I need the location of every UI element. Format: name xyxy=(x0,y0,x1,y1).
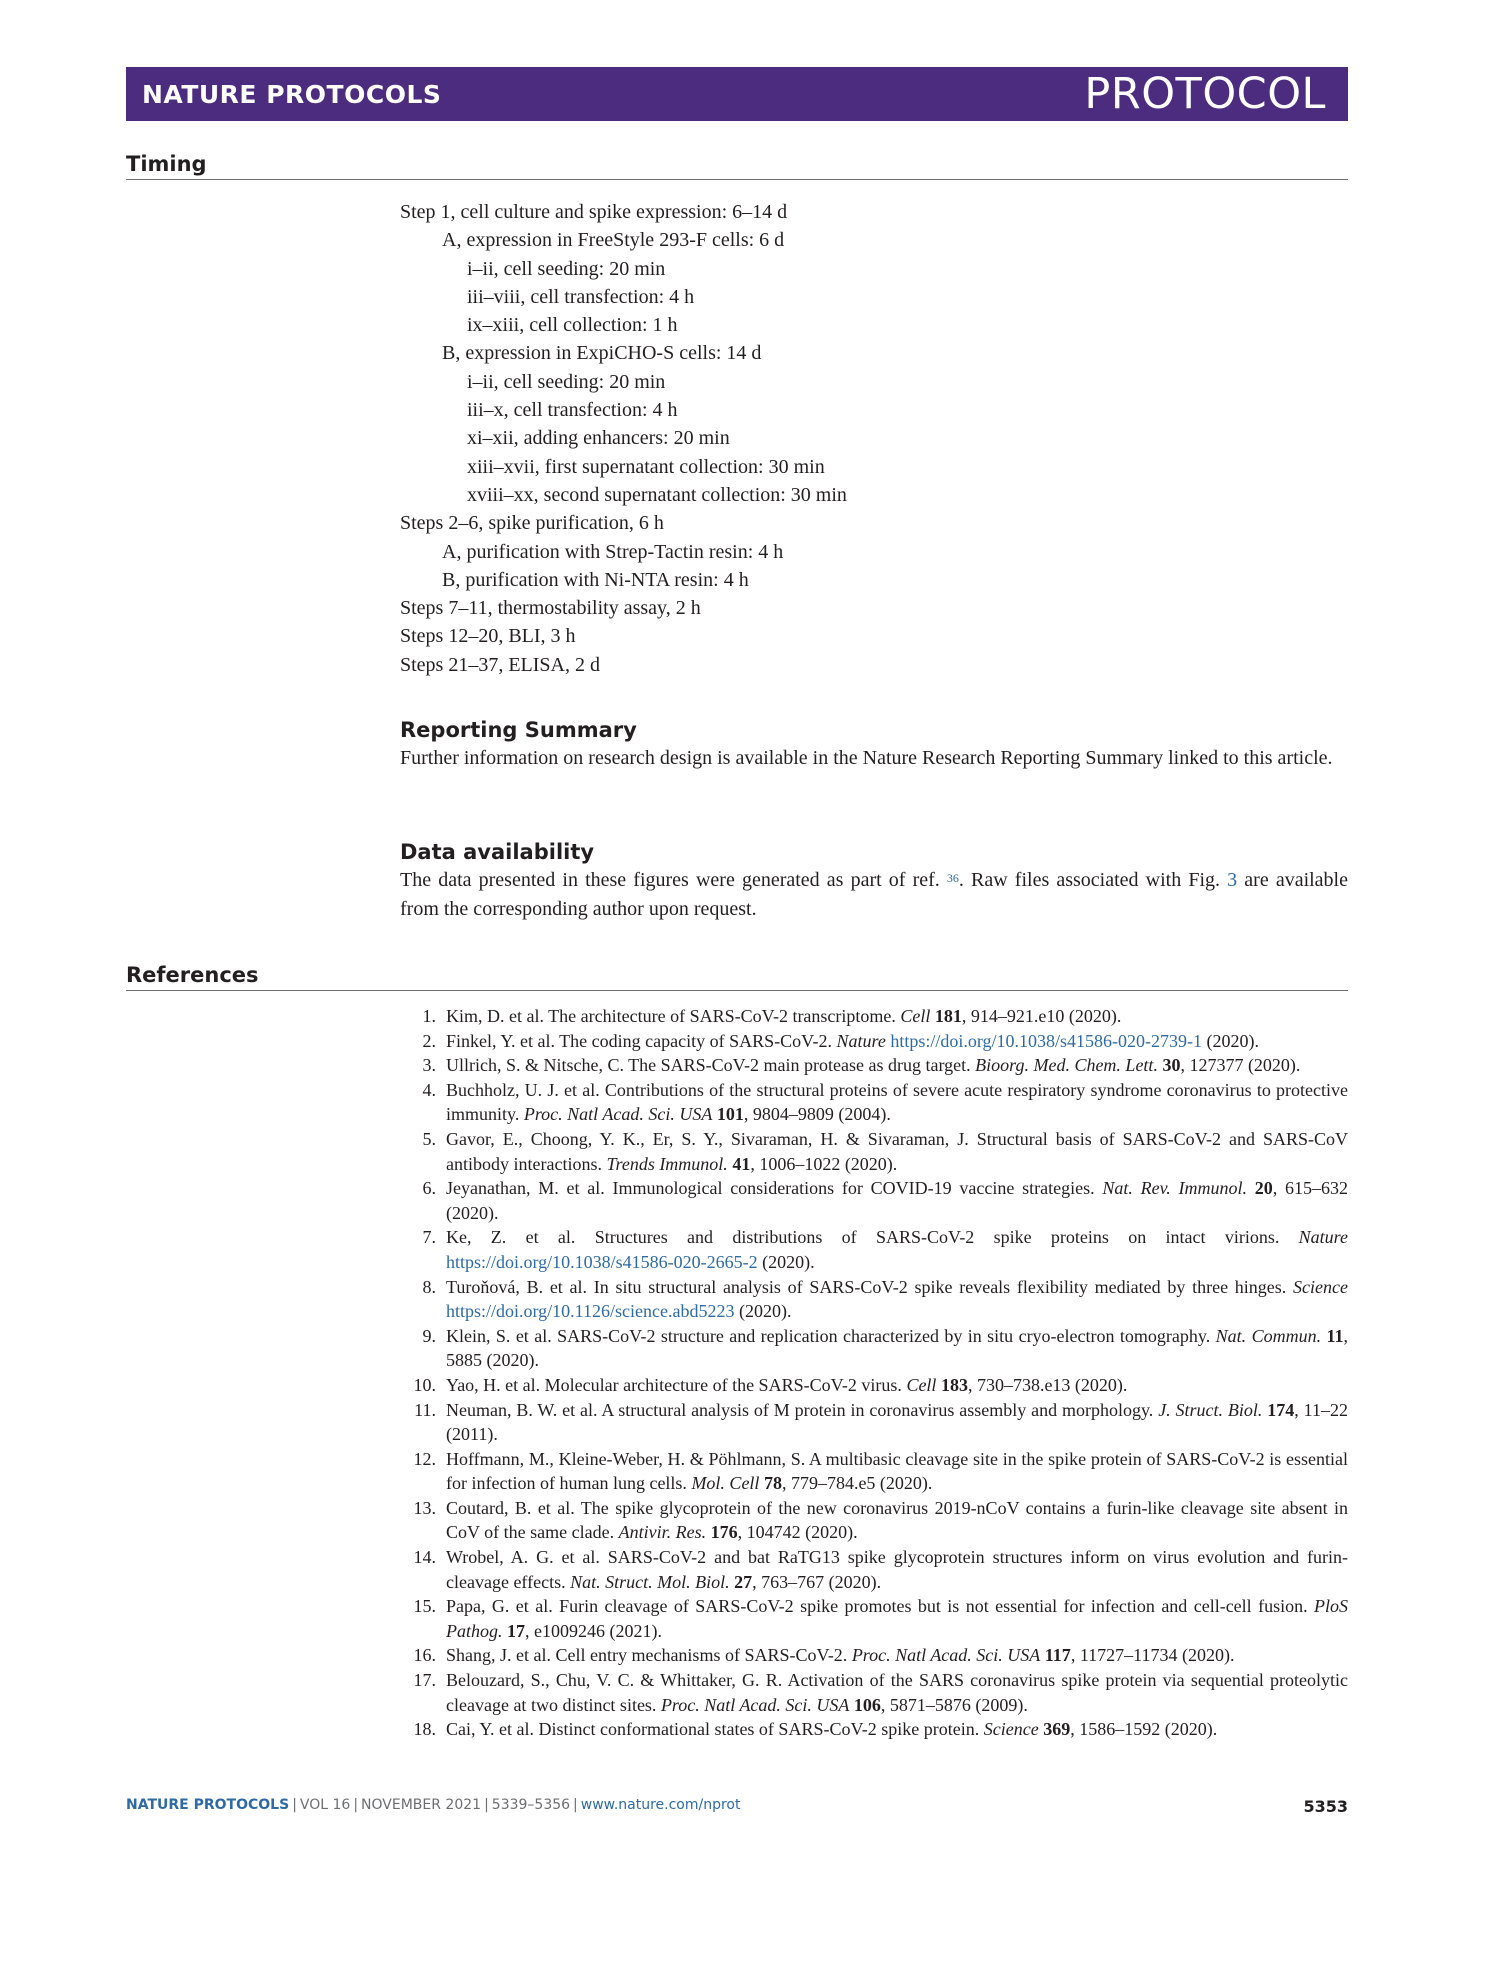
reference-journal: Nature xyxy=(1298,1227,1348,1248)
reference-volume: 101 xyxy=(716,1104,744,1125)
reference-text xyxy=(446,1029,1348,1054)
reference-volume: 176 xyxy=(710,1522,738,1543)
reference-journal: Proc. Natl Acad. Sci. USA xyxy=(523,1104,713,1125)
reference-journal: Science xyxy=(1293,1276,1348,1297)
journal-name: NATURE PROTOCOLS xyxy=(142,79,442,109)
reference-segment: (2020). xyxy=(734,1301,792,1322)
page-footer xyxy=(126,1797,1348,1816)
timing-item: i–ii, cell seeding: 20 min xyxy=(467,257,666,280)
reference-item xyxy=(400,1447,1348,1496)
reference-volume: 369 xyxy=(1043,1719,1071,1740)
reference-segment: , 104742 (2020). xyxy=(737,1522,858,1543)
reference-segment: , 5885 (2020). xyxy=(446,1325,1348,1371)
reference-text xyxy=(446,1496,1348,1545)
timing-item: Steps 2–6, spike purification, 6 h xyxy=(400,512,664,535)
reference-segment: , 11–22 (2011). xyxy=(446,1399,1349,1445)
reference-segment: Hoffmann, M., Kleine-Weber, H. & Pöhlmann, S. A multibasic cleavage site in the spike protein of SARS-CoV-2 is essential for infection of human lung cells. xyxy=(446,1448,1348,1494)
timing-item: xi–xii, adding enhancers: 20 min xyxy=(467,427,730,450)
reference-segment: Gavor, E., Choong, Y. K., Er, S. Y., Sivaraman, H. & Sivaraman, J. Structural basis of SARS-CoV-2 and SARS-CoV antibody interactions. xyxy=(446,1128,1348,1174)
reference-segment: Papa, G. et al. Furin cleavage of SARS-CoV-2 spike promotes but is not essential for infection and cell-cell fusion. xyxy=(446,1596,1314,1617)
reference-volume: 27 xyxy=(734,1571,753,1592)
reference-doi-link[interactable]: https://doi.org/10.1038/s41586-020-2665-2 xyxy=(446,1251,758,1272)
reference-segment: Cai, Y. et al. Distinct conformational states of SARS-CoV-2 spike protein. xyxy=(446,1719,984,1740)
timing-item: Steps 7–11, thermostability assay, 2 h xyxy=(400,597,701,620)
reference-volume: 174 xyxy=(1267,1399,1295,1420)
reference-doi-link[interactable]: https://doi.org/10.1038/s41586-020-2739-1 xyxy=(890,1030,1202,1051)
reference-item xyxy=(400,1176,1348,1225)
reference-journal: Mol. Cell xyxy=(691,1473,760,1494)
reference-segment: Ke, Z. et al. Structures and distributions of SARS-CoV-2 spike proteins on intact virions. xyxy=(446,1227,1299,1248)
reference-number: 12. xyxy=(413,1448,436,1469)
reference-number: 2. xyxy=(422,1030,436,1051)
data-availability-heading: Data availability xyxy=(400,840,595,864)
reference-number: 8. xyxy=(422,1276,436,1297)
timing-list xyxy=(400,198,1300,679)
reference-text xyxy=(446,1717,1348,1742)
footer-journal: NATURE PROTOCOLS xyxy=(126,1797,290,1813)
reference-volume: 20 xyxy=(1254,1178,1273,1199)
reference-segment: , 5871–5876 (2009). xyxy=(880,1694,1028,1715)
reference-item xyxy=(400,1545,1348,1594)
reference-segment: Coutard, B. et al. The spike glycoprotein of the new coronavirus 2019-nCoV contains a furin-like cleavage site absent in CoV of the same clade. xyxy=(446,1497,1348,1543)
reference-segment: Neuman, B. W. et al. A structural analysis of M protein in coronavirus assembly and morphology. xyxy=(446,1399,1159,1420)
timing-item: A, expression in FreeStyle 293-F cells: 6 d xyxy=(442,229,785,252)
timing-item: B, expression in ExpiCHO-S cells: 14 d xyxy=(442,342,762,365)
reference-number: 6. xyxy=(422,1178,436,1199)
reference-item xyxy=(400,1078,1348,1127)
reference-text xyxy=(446,1668,1348,1717)
reference-number: 9. xyxy=(422,1325,436,1346)
timing-item: B, purification with Ni-NTA resin: 4 h xyxy=(442,568,749,591)
reference-text xyxy=(446,1176,1348,1225)
reference-number: 18. xyxy=(413,1719,436,1740)
reference-number: 3. xyxy=(422,1055,436,1076)
reference-number: 10. xyxy=(413,1374,436,1395)
reference-segment: , 914–921.e10 (2020). xyxy=(961,1006,1122,1026)
footer-url[interactable]: www.nature.com/nprot xyxy=(580,1797,741,1813)
timing-item: Steps 12–20, BLI, 3 h xyxy=(400,625,576,648)
reference-item xyxy=(400,1668,1348,1717)
reference-volume: 11 xyxy=(1326,1325,1344,1346)
reference-journal: Proc. Natl Acad. Sci. USA xyxy=(660,1694,850,1715)
footer-citation: NATURE PROTOCOLS | VOL 16 | NOVEMBER 2021 | 5339–5356 | www.nature.com/nprot xyxy=(126,1797,741,1813)
fig-3-link[interactable]: 3 xyxy=(1227,869,1238,891)
reference-segment: Buchholz, U. J. et al. Contributions of the structural proteins of severe acute respiratory syndrome coronavirus to protective immunity. xyxy=(446,1079,1348,1125)
timing-item: xiii–xvii, first supernatant collection: 30 min xyxy=(467,455,825,478)
page-number: 5353 xyxy=(1303,1797,1348,1816)
reference-segment: , 9804–9809 (2004). xyxy=(743,1104,891,1125)
reference-number: 17. xyxy=(413,1670,436,1691)
data-availability-text: The data presented in these figures were generated as part of ref. $^{36}$. Raw files associated with Fig. 3 are available from the corresponding author upon request. xyxy=(400,869,1348,920)
reference-segment: , 763–767 (2020). xyxy=(752,1571,882,1592)
footer-pages: 5339–5356 xyxy=(491,1797,571,1813)
reference-item xyxy=(400,1594,1348,1643)
reference-segment: , 1586–1592 (2020). xyxy=(1070,1719,1218,1740)
reference-segment: Turoňová, B. et al. In situ structural analysis of SARS-CoV-2 spike reveals flexibility mediated by three hinges. xyxy=(446,1276,1294,1297)
reference-journal: J. Struct. Biol. xyxy=(1158,1399,1263,1420)
reference-item xyxy=(400,1004,1348,1029)
reference-journal: Trends Immunol. xyxy=(606,1153,728,1174)
reference-volume: 181 xyxy=(934,1006,962,1026)
reference-item xyxy=(400,1496,1348,1545)
reference-item xyxy=(400,1225,1348,1274)
reference-doi-link[interactable]: https://doi.org/10.1126/science.abd5223 xyxy=(446,1301,735,1322)
timing-item: A, purification with Strep-Tactin resin: 4 h xyxy=(442,540,784,563)
reference-item xyxy=(400,1275,1348,1324)
references-heading: References xyxy=(126,963,1348,991)
reference-volume: 78 xyxy=(763,1473,782,1494)
reference-segment: , 615–632 (2020). xyxy=(446,1178,1349,1223)
references-list xyxy=(400,1004,1348,1742)
reference-volume: 17 xyxy=(507,1620,525,1641)
reference-item xyxy=(400,1643,1348,1668)
reference-item xyxy=(400,1127,1348,1176)
reference-segment: , 127377 (2020). xyxy=(1180,1055,1301,1076)
reference-text xyxy=(446,1447,1348,1496)
reference-segment: Belouzard, S., Chu, V. C. & Whittaker, G. R. Activation of the SARS coronavirus spike protein via sequential proteolytic cleavage at two distinct sites. xyxy=(446,1670,1348,1715)
timing-item: Steps 21–37, ELISA, 2 d xyxy=(400,653,600,676)
reference-number: 1. xyxy=(422,1006,436,1026)
reference-text xyxy=(446,1053,1348,1078)
timing-item: iii–x, cell transfection: 4 h xyxy=(467,399,678,422)
reference-segment: , 11727–11734 (2020). xyxy=(1070,1645,1235,1666)
reference-segment: (2020). xyxy=(1201,1030,1259,1051)
reference-text xyxy=(446,1373,1348,1398)
reporting-summary-section xyxy=(400,718,1348,773)
reference-number: 14. xyxy=(413,1547,436,1568)
journal-banner xyxy=(126,67,1348,121)
reference-text xyxy=(446,1594,1348,1643)
reference-volume: 117 xyxy=(1044,1645,1071,1666)
timing-heading: Timing xyxy=(126,152,1348,180)
reference-journal: Science xyxy=(983,1719,1039,1740)
reference-text xyxy=(446,1078,1348,1127)
reference-item xyxy=(400,1053,1348,1078)
reference-journal: PloS Pathog. xyxy=(446,1596,1348,1641)
reference-number: 11. xyxy=(414,1399,436,1420)
reference-journal: Nat. Rev. Immunol. xyxy=(1102,1178,1248,1199)
reference-journal: Proc. Natl Acad. Sci. USA xyxy=(851,1645,1041,1666)
footer-date: NOVEMBER 2021 xyxy=(361,1797,482,1813)
reference-segment: , e1009246 (2021). xyxy=(525,1620,662,1641)
reference-number: 5. xyxy=(422,1128,436,1149)
reference-segment: Finkel, Y. et al. The coding capacity of SARS-CoV-2. xyxy=(446,1030,837,1051)
reference-journal: Cell xyxy=(906,1374,937,1395)
reference-text xyxy=(446,1324,1348,1373)
reference-number: 4. xyxy=(422,1079,436,1100)
reference-text xyxy=(446,1545,1348,1594)
reference-segment: Yao, H. et al. Molecular architecture of the SARS-CoV-2 virus. xyxy=(446,1374,907,1395)
reference-text xyxy=(446,1004,1348,1029)
reference-segment: (2020). xyxy=(757,1251,815,1272)
data-availability-section xyxy=(400,840,1348,924)
reference-number: 16. xyxy=(413,1645,436,1666)
reference-number: 15. xyxy=(413,1596,436,1617)
reference-segment: , 779–784.e5 (2020). xyxy=(781,1473,933,1494)
timing-item: ix–xiii, cell collection: 1 h xyxy=(467,314,678,337)
reference-journal: Nat. Struct. Mol. Biol. xyxy=(570,1571,730,1592)
article-type: PROTOCOL xyxy=(1084,68,1326,119)
reference-segment: Klein, S. et al. SARS-CoV-2 structure and replication characterized by in situ cryo-electron tomography. xyxy=(446,1325,1216,1346)
reference-journal: Cell xyxy=(900,1006,931,1026)
reference-item xyxy=(400,1398,1348,1447)
reference-text xyxy=(446,1225,1348,1274)
reference-journal: Nature xyxy=(836,1030,886,1051)
reference-item xyxy=(400,1373,1348,1398)
reference-text xyxy=(446,1275,1348,1324)
reference-text xyxy=(446,1643,1348,1668)
timing-item: Step 1, cell culture and spike expression: 6–14 d xyxy=(400,201,788,223)
reference-number: 13. xyxy=(413,1497,436,1518)
reference-text xyxy=(446,1127,1348,1176)
reference-volume: 41 xyxy=(732,1153,751,1174)
reference-volume: 183 xyxy=(940,1374,968,1395)
reference-segment: , 730–738.e13 (2020). xyxy=(967,1374,1128,1395)
reference-item xyxy=(400,1029,1348,1054)
reference-volume: 106 xyxy=(853,1694,881,1715)
reference-journal: Bioorg. Med. Chem. Lett. xyxy=(975,1055,1158,1076)
reference-segment xyxy=(1247,1178,1255,1198)
reference-segment: Shang, J. et al. Cell entry mechanisms of SARS-CoV-2. xyxy=(446,1645,852,1666)
reporting-summary-heading: Reporting Summary xyxy=(400,718,637,742)
footer-volume: VOL 16 xyxy=(299,1797,351,1813)
reference-segment: Jeyanathan, M. et al. Immunological considerations for COVID-19 vaccine strategies. xyxy=(446,1178,1103,1199)
reference-segment: Kim, D. et al. The architecture of SARS-CoV-2 transcriptome. xyxy=(446,1006,901,1026)
timing-item: xviii–xx, second supernatant collection: 30 min xyxy=(467,483,847,506)
reference-journal: Antivir. Res. xyxy=(618,1522,707,1543)
reference-segment: Ullrich, S. & Nitsche, C. The SARS-CoV-2 main protease as drug target. xyxy=(446,1055,976,1076)
reference-segment: Wrobel, A. G. et al. SARS-CoV-2 and bat RaTG13 spike glycoprotein structures inform on virus evolution and furin-cleavage effects. xyxy=(446,1547,1348,1592)
reference-volume: 30 xyxy=(1162,1055,1181,1076)
reference-number: 7. xyxy=(422,1227,436,1248)
timing-item: i–ii, cell seeding: 20 min xyxy=(467,370,666,393)
reporting-summary-text: Further information on research design is available in the Nature Research Reporting Summary linked to this article. xyxy=(400,747,1333,769)
reference-item xyxy=(400,1717,1348,1742)
ref-36-link[interactable]: 36 xyxy=(946,871,959,885)
reference-item xyxy=(400,1324,1348,1373)
reference-text xyxy=(446,1398,1348,1447)
reference-journal: Nat. Commun. xyxy=(1215,1325,1322,1346)
timing-item: iii–viii, cell transfection: 4 h xyxy=(467,285,695,308)
reference-segment: , 1006–1022 (2020). xyxy=(750,1153,898,1174)
